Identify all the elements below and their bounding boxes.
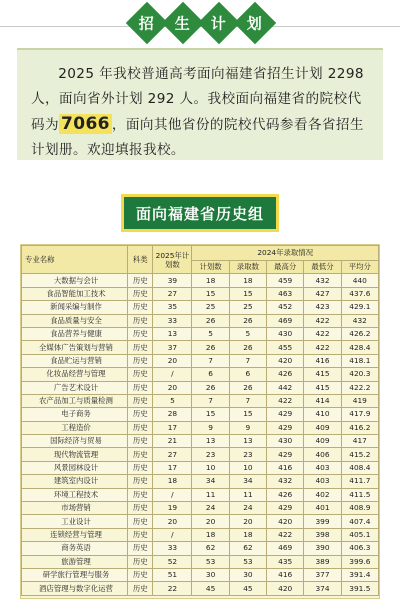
cell-plan-2025: 5 — [153, 394, 192, 407]
cell-subject: 历史 — [128, 314, 153, 327]
table-row — [22, 488, 379, 501]
cell-plan-2025: / — [153, 488, 192, 501]
cell-max: 429 — [267, 448, 304, 461]
cell-major: 现代物流管理 — [22, 448, 128, 461]
cell-plan-2025: 21 — [153, 435, 192, 448]
cell-major: 研学旅行管理与服务 — [22, 568, 128, 581]
cell-plan-2025: / — [153, 368, 192, 381]
table-row — [22, 341, 379, 354]
cell-subject: 历史 — [128, 301, 153, 314]
cell-max: 429 — [267, 421, 304, 434]
cell-subject: 历史 — [128, 354, 153, 367]
cell-major: 食品营养与健康 — [22, 327, 128, 340]
cell-max: 455 — [267, 341, 304, 354]
table-row — [22, 381, 379, 394]
header-plan-2025: 2025年计划数 — [153, 246, 192, 274]
cell-plan: 62 — [192, 542, 229, 555]
cell-major: 商务英语 — [22, 542, 128, 555]
cell-plan: 7 — [192, 354, 229, 367]
cell-min: 432 — [304, 274, 341, 287]
cell-subject: 历史 — [128, 435, 153, 448]
cell-plan: 11 — [192, 488, 229, 501]
cell-subject: 历史 — [128, 542, 153, 555]
cell-plan: 7 — [192, 394, 229, 407]
table-row — [22, 528, 379, 541]
table-header-row — [22, 246, 379, 261]
cell-plan: 5 — [192, 327, 229, 340]
table-row — [22, 408, 379, 421]
cell-admitted: 7 — [229, 394, 266, 407]
cell-admitted: 45 — [229, 582, 266, 595]
cell-admitted: 30 — [229, 568, 266, 581]
table-row — [22, 274, 379, 287]
cell-min: 422 — [304, 314, 341, 327]
cell-max: 469 — [267, 542, 304, 555]
cell-admitted: 26 — [229, 341, 266, 354]
cell-plan: 10 — [192, 461, 229, 474]
cell-min: 401 — [304, 502, 341, 515]
table-row — [22, 475, 379, 488]
cell-avg: 416.2 — [341, 421, 378, 434]
cell-plan-2025: 17 — [153, 461, 192, 474]
table-row — [22, 582, 379, 595]
cell-max: 429 — [267, 502, 304, 515]
cell-max: 416 — [267, 461, 304, 474]
cell-avg: 399.6 — [341, 555, 378, 568]
table-row — [22, 461, 379, 474]
cell-subject: 历史 — [128, 502, 153, 515]
intro-panel — [17, 48, 383, 160]
cell-major: 连锁经营与管理 — [22, 528, 128, 541]
cell-subject: 历史 — [128, 287, 153, 300]
table-row — [22, 421, 379, 434]
cell-major: 广告艺术设计 — [22, 381, 128, 394]
table-row — [22, 327, 379, 340]
cell-subject: 历史 — [128, 448, 153, 461]
cell-major: 食品贮运与营销 — [22, 354, 128, 367]
cell-subject: 历史 — [128, 341, 153, 354]
cell-plan-2025: 22 — [153, 582, 192, 595]
cell-max: 430 — [267, 435, 304, 448]
title-char-1: 招 — [126, 2, 168, 44]
cell-min: 389 — [304, 555, 341, 568]
cell-max: 426 — [267, 488, 304, 501]
table-row — [22, 542, 379, 555]
cell-plan: 15 — [192, 287, 229, 300]
cell-min: 423 — [304, 301, 341, 314]
cell-plan: 9 — [192, 421, 229, 434]
cell-admitted: 20 — [229, 515, 266, 528]
section-title: 面向福建省历史组 — [121, 194, 279, 232]
cell-plan-2025: 52 — [153, 555, 192, 568]
cell-min: 409 — [304, 421, 341, 434]
table-row — [22, 555, 379, 568]
cell-min: 406 — [304, 448, 341, 461]
cell-max: 422 — [267, 394, 304, 407]
cell-admitted: 13 — [229, 435, 266, 448]
header-avg: 平均分 — [341, 261, 378, 274]
cell-admitted: 26 — [229, 381, 266, 394]
cell-min: 398 — [304, 528, 341, 541]
banner-title — [132, 8, 270, 38]
cell-subject: 历史 — [128, 582, 153, 595]
cell-avg: 406.3 — [341, 542, 378, 555]
cell-min: 415 — [304, 381, 341, 394]
cell-major: 食品质量与安全 — [22, 314, 128, 327]
cell-avg: 429.1 — [341, 301, 378, 314]
cell-avg: 426.2 — [341, 327, 378, 340]
cell-major: 工业设计 — [22, 515, 128, 528]
cell-max: 432 — [267, 475, 304, 488]
institution-code: 7066 — [61, 114, 110, 134]
cell-plan-2025: 20 — [153, 515, 192, 528]
cell-plan: 18 — [192, 528, 229, 541]
cell-plan: 34 — [192, 475, 229, 488]
cell-plan: 18 — [192, 274, 229, 287]
table-row — [22, 368, 379, 381]
cell-plan-2025: 13 — [153, 327, 192, 340]
cell-admitted: 18 — [229, 528, 266, 541]
cell-min: 409 — [304, 435, 341, 448]
cell-subject: 历史 — [128, 327, 153, 340]
cell-avg: 411.7 — [341, 475, 378, 488]
cell-max: 452 — [267, 301, 304, 314]
header-major: 专业名称 — [22, 246, 128, 274]
cell-plan-2025: 18 — [153, 475, 192, 488]
cell-admitted: 11 — [229, 488, 266, 501]
cell-avg: 428.4 — [341, 341, 378, 354]
cell-subject: 历史 — [128, 408, 153, 421]
table-row — [22, 568, 379, 581]
cell-admitted: 26 — [229, 314, 266, 327]
cell-avg: 420.3 — [341, 368, 378, 381]
cell-major: 旅游管理 — [22, 555, 128, 568]
cell-min: 427 — [304, 287, 341, 300]
table-row — [22, 394, 379, 407]
cell-min: 414 — [304, 394, 341, 407]
header-max: 最高分 — [267, 261, 304, 274]
admission-table-container — [20, 244, 380, 599]
cell-plan: 23 — [192, 448, 229, 461]
cell-min: 410 — [304, 408, 341, 421]
table-row — [22, 301, 379, 314]
header-subject: 科类 — [128, 246, 153, 274]
cell-subject: 历史 — [128, 421, 153, 434]
table-row — [22, 515, 379, 528]
cell-admitted: 15 — [229, 408, 266, 421]
cell-avg: 440 — [341, 274, 378, 287]
cell-admitted: 15 — [229, 287, 266, 300]
cell-plan-2025: 35 — [153, 301, 192, 314]
cell-admitted: 24 — [229, 502, 266, 515]
cell-major: 酒店管理与数字化运营 — [22, 582, 128, 595]
cell-major: 全媒体广告策划与营销 — [22, 341, 128, 354]
cell-avg: 437.6 — [341, 287, 378, 300]
cell-subject: 历史 — [128, 461, 153, 474]
cell-plan-2025: 19 — [153, 502, 192, 515]
table-row — [22, 287, 379, 300]
cell-major: 国际经济与贸易 — [22, 435, 128, 448]
cell-subject: 历史 — [128, 394, 153, 407]
cell-max: 442 — [267, 381, 304, 394]
table-row — [22, 435, 379, 448]
cell-major: 化妆品经营与管理 — [22, 368, 128, 381]
cell-min: 377 — [304, 568, 341, 581]
cell-admitted: 18 — [229, 274, 266, 287]
cell-admitted: 53 — [229, 555, 266, 568]
cell-min: 403 — [304, 461, 341, 474]
cell-plan: 15 — [192, 408, 229, 421]
table-row — [22, 354, 379, 367]
title-char-4: 划 — [234, 2, 276, 44]
cell-avg: 418.1 — [341, 354, 378, 367]
cell-admitted: 23 — [229, 448, 266, 461]
cell-avg: 391.4 — [341, 568, 378, 581]
cell-max: 422 — [267, 528, 304, 541]
cell-plan-2025: 17 — [153, 421, 192, 434]
cell-admitted: 9 — [229, 421, 266, 434]
cell-avg: 417.9 — [341, 408, 378, 421]
cell-subject: 历史 — [128, 274, 153, 287]
cell-subject: 历史 — [128, 568, 153, 581]
cell-avg: 411.5 — [341, 488, 378, 501]
cell-plan: 45 — [192, 582, 229, 595]
cell-plan-2025: 27 — [153, 287, 192, 300]
intro-paragraph — [31, 62, 369, 163]
cell-major: 工程造价 — [22, 421, 128, 434]
cell-avg: 419 — [341, 394, 378, 407]
cell-plan-2025: 51 — [153, 568, 192, 581]
cell-subject: 历史 — [128, 515, 153, 528]
cell-min: 399 — [304, 515, 341, 528]
cell-major: 食品智能加工技术 — [22, 287, 128, 300]
cell-subject: 历史 — [128, 368, 153, 381]
cell-major: 风景园林设计 — [22, 461, 128, 474]
header-min: 最低分 — [304, 261, 341, 274]
cell-max: 459 — [267, 274, 304, 287]
cell-min: 374 — [304, 582, 341, 595]
cell-plan-2025: / — [153, 528, 192, 541]
cell-plan-2025: 27 — [153, 448, 192, 461]
cell-plan-2025: 33 — [153, 542, 192, 555]
cell-plan-2025: 39 — [153, 274, 192, 287]
cell-admitted: 10 — [229, 461, 266, 474]
cell-avg: 408.9 — [341, 502, 378, 515]
cell-plan-2025: 28 — [153, 408, 192, 421]
cell-plan: 13 — [192, 435, 229, 448]
cell-min: 402 — [304, 488, 341, 501]
cell-avg: 432 — [341, 314, 378, 327]
table-row — [22, 448, 379, 461]
cell-min: 415 — [304, 368, 341, 381]
cell-plan: 20 — [192, 515, 229, 528]
cell-max: 420 — [267, 515, 304, 528]
cell-subject: 历史 — [128, 475, 153, 488]
cell-min: 422 — [304, 341, 341, 354]
cell-plan-2025: 37 — [153, 341, 192, 354]
cell-admitted: 25 — [229, 301, 266, 314]
cell-avg: 415.2 — [341, 448, 378, 461]
cell-plan: 26 — [192, 381, 229, 394]
cell-plan: 25 — [192, 301, 229, 314]
table-row — [22, 502, 379, 515]
cell-subject: 历史 — [128, 555, 153, 568]
cell-avg: 422.2 — [341, 381, 378, 394]
cell-avg: 405.1 — [341, 528, 378, 541]
title-char-2: 生 — [162, 2, 204, 44]
cell-max: 416 — [267, 568, 304, 581]
cell-max: 469 — [267, 314, 304, 327]
cell-admitted: 5 — [229, 327, 266, 340]
cell-plan-2025: 33 — [153, 314, 192, 327]
cell-admitted: 7 — [229, 354, 266, 367]
cell-max: 463 — [267, 287, 304, 300]
admission-table — [21, 245, 379, 596]
header-plan: 计划数 — [192, 261, 229, 274]
cell-plan: 26 — [192, 314, 229, 327]
cell-major: 农产品加工与质量检测 — [22, 394, 128, 407]
cell-max: 430 — [267, 327, 304, 340]
cell-plan: 24 — [192, 502, 229, 515]
table-row — [22, 314, 379, 327]
cell-major: 建筑室内设计 — [22, 475, 128, 488]
cell-min: 422 — [304, 327, 341, 340]
cell-major: 新闻采编与制作 — [22, 301, 128, 314]
cell-major: 电子商务 — [22, 408, 128, 421]
cell-avg: 391.5 — [341, 582, 378, 595]
cell-max: 429 — [267, 408, 304, 421]
header-admitted: 录取数 — [229, 261, 266, 274]
cell-min: 416 — [304, 354, 341, 367]
cell-max: 426 — [267, 368, 304, 381]
cell-max: 420 — [267, 582, 304, 595]
cell-subject: 历史 — [128, 488, 153, 501]
cell-admitted: 62 — [229, 542, 266, 555]
cell-major: 市场营销 — [22, 502, 128, 515]
cell-avg: 407.4 — [341, 515, 378, 528]
intro-text-after: ，面向其他省份的院校代码参看各省招生计划册。欢迎填报我校。 — [31, 117, 364, 158]
table-body — [22, 274, 379, 595]
cell-max: 420 — [267, 354, 304, 367]
cell-avg: 408.4 — [341, 461, 378, 474]
cell-admitted: 34 — [229, 475, 266, 488]
cell-plan: 53 — [192, 555, 229, 568]
cell-subject: 历史 — [128, 381, 153, 394]
cell-plan: 30 — [192, 568, 229, 581]
header-2024-group: 2024年录取情况 — [192, 246, 379, 261]
cell-major: 环境工程技术 — [22, 488, 128, 501]
cell-major: 大数据与会计 — [22, 274, 128, 287]
cell-min: 390 — [304, 542, 341, 555]
cell-max: 435 — [267, 555, 304, 568]
cell-avg: 417 — [341, 435, 378, 448]
cell-plan: 26 — [192, 341, 229, 354]
cell-subject: 历史 — [128, 528, 153, 541]
cell-plan: 6 — [192, 368, 229, 381]
cell-plan-2025: 20 — [153, 354, 192, 367]
cell-admitted: 6 — [229, 368, 266, 381]
cell-min: 403 — [304, 475, 341, 488]
intro-text-before: 2025 年我校普通高考面向福建省招生计划 2298 人，面向省外计划 292 人。我校面向福建省的院校代码为 — [31, 66, 364, 133]
cell-plan-2025: 20 — [153, 381, 192, 394]
title-char-3: 计 — [198, 2, 240, 44]
